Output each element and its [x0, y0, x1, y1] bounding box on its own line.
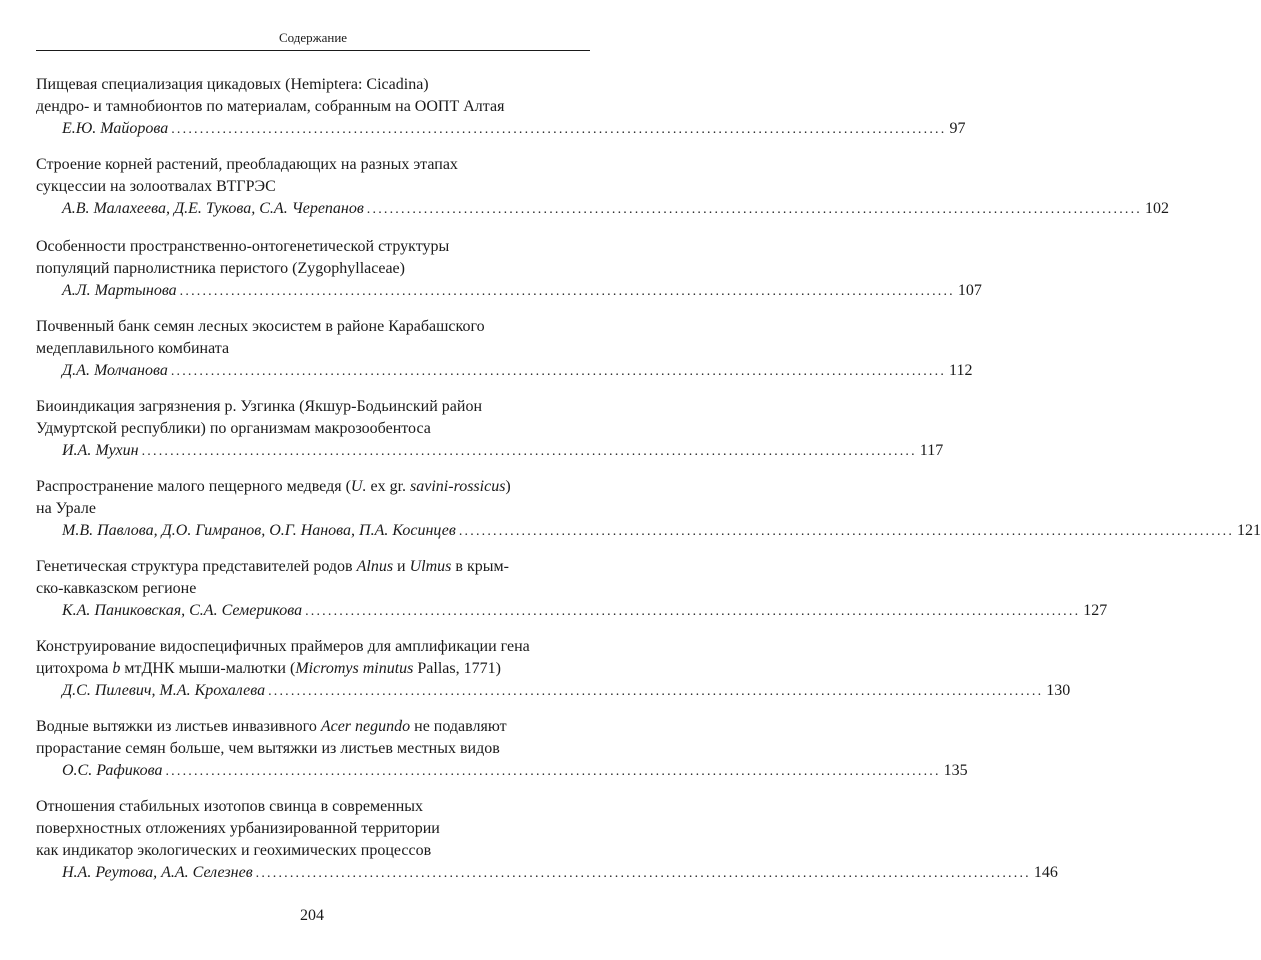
- entry-authors: М.В. Павлова, Д.О. Гимранов, О.Г. Нанова, П.А. Косинцев: [62, 522, 456, 539]
- entry-title-line: Почвенный банк семян лесных экосистем в районе Карабашского: [36, 318, 485, 335]
- title-text: Конструирование видоспецифичных праймеров для амплификации гена: [36, 638, 530, 655]
- entry-title-line: популяций парнолистника перистого (Zygophyllaceae): [36, 260, 405, 277]
- page-number: 204: [300, 907, 324, 924]
- dot-leader: ........................................................................................................................................: [141, 444, 917, 459]
- entry-page[interactable]: 127: [1083, 602, 1108, 619]
- entry-author-line: [62, 440, 944, 463]
- toc-entry: [36, 154, 1169, 221]
- entry-title-line: медеплавильного комбината: [36, 340, 230, 357]
- toc-entry: [36, 796, 1058, 885]
- toc-entry: [36, 74, 966, 141]
- entry-authors: А.Л. Мартынова: [62, 282, 177, 299]
- dot-leader: ........................................................................................................................................: [171, 122, 947, 137]
- header-rule: [36, 50, 590, 51]
- entry-title-line: [36, 716, 590, 738]
- toc-entry: [36, 236, 982, 303]
- entry-title-line: Строение корней растений, преобладающих на разных этапах: [36, 156, 458, 173]
- entry-title-line: Биоиндикация загрязнения р. Узгинка (Якшур-Бодьинский район: [36, 398, 483, 415]
- entry-authors: И.А. Мухин: [62, 442, 139, 459]
- title-text: ex gr.: [366, 478, 411, 495]
- title-text: Водные вытяжки из листьев инвазивного: [36, 718, 321, 735]
- entry-title-line: Пищевая специализация цикадовых (Hemiptera: Cicadina): [36, 76, 429, 93]
- entry-title-line: дендро- и тамнобионтов по материалам, собранным на ООПТ Алтая: [36, 98, 505, 115]
- dot-leader: ........................................................................................................................................: [170, 364, 947, 379]
- gene-symbol: b: [112, 660, 121, 677]
- title-text: ско-кавказском регионе: [36, 580, 197, 597]
- dot-leader: ........................................................................................................................................: [305, 604, 1081, 619]
- toc-entry: [36, 476, 1261, 543]
- entry-authors: Е.Ю. Майорова: [62, 120, 169, 137]
- entry-title-line: [36, 556, 590, 578]
- running-header: Содержание: [278, 30, 348, 45]
- entry-author-line: [62, 360, 973, 383]
- entry-title-line: Удмуртской республики) по организмам макрозообентоса: [36, 420, 431, 437]
- entry-page[interactable]: 107: [957, 282, 982, 299]
- entry-page[interactable]: 130: [1046, 682, 1071, 699]
- taxon-name: Alnus: [356, 558, 394, 575]
- title-text: в крым-: [451, 558, 509, 575]
- entry-page[interactable]: 112: [949, 362, 973, 379]
- taxon-name: Ulmus: [409, 558, 452, 575]
- toc-entry: [36, 556, 1108, 623]
- dot-leader: ........................................................................................................................................: [268, 684, 1044, 699]
- entry-authors: К.А. Паниковская, С.А. Семерикова: [62, 602, 303, 619]
- taxon-name: Acer negundo: [320, 718, 411, 735]
- toc-entry: [36, 396, 944, 463]
- title-text: на Урале: [36, 500, 96, 517]
- dot-leader: ........................................................................................................................................: [165, 764, 941, 779]
- taxon-name: savini-rossicus: [410, 478, 506, 495]
- entry-title-line: [36, 636, 590, 658]
- entry-author-line: [62, 600, 1108, 623]
- entry-title-line: [36, 578, 590, 600]
- title-text: не подавляют: [410, 718, 507, 735]
- title-text: Генетическая структура представителей родов: [36, 558, 357, 575]
- entry-page[interactable]: 146: [1033, 864, 1058, 881]
- entry-authors: Д.А. Молчанова: [62, 362, 168, 379]
- dot-leader: ........................................................................................................................................: [179, 284, 955, 299]
- taxon-name: Micromys minutus: [295, 660, 414, 677]
- entry-title-line: как индикатор экологических и геохимических процессов: [36, 842, 432, 859]
- taxon-name: U.: [350, 478, 367, 495]
- entry-author-line: [62, 862, 1058, 885]
- entry-title-line: [36, 738, 590, 760]
- entry-authors: Д.С. Пилевич, М.А. Крохалева: [62, 682, 266, 699]
- dot-leader: ........................................................................................................................................: [458, 524, 1235, 539]
- entry-title-line: [36, 476, 590, 498]
- title-text: цитохрома: [36, 660, 113, 677]
- toc-entry: [36, 716, 968, 783]
- entry-authors: О.С. Рафикова: [62, 762, 163, 779]
- entry-authors: Н.А. Реутова, А.А. Селезнев: [62, 864, 253, 881]
- entry-author-line: [62, 680, 1071, 703]
- entry-page[interactable]: 97: [949, 120, 966, 137]
- entry-author-line: [62, 520, 1261, 543]
- toc-entry: [36, 636, 1071, 703]
- entry-title-line: Отношения стабильных изотопов свинца в современных: [36, 798, 424, 815]
- entry-title-line: поверхностных отложениях урбанизированной территории: [36, 820, 440, 837]
- dot-leader: ........................................................................................................................................: [366, 202, 1142, 217]
- entry-page[interactable]: 102: [1145, 200, 1169, 217]
- entry-author-line: [62, 760, 968, 783]
- entry-title-line: [36, 498, 590, 520]
- dot-leader: ........................................................................................................................................: [255, 866, 1031, 881]
- entry-title-line: Особенности пространственно-онтогенетической структуры: [36, 238, 450, 255]
- toc-entry: [36, 316, 973, 383]
- title-text: ): [505, 478, 511, 495]
- entry-title-line: сукцессии на золоотвалах ВТГРЭС: [36, 178, 276, 195]
- title-text: и: [393, 558, 410, 575]
- entry-author-line: [62, 198, 1169, 221]
- entry-page[interactable]: 135: [943, 762, 968, 779]
- entry-author-line: [62, 280, 982, 303]
- entry-page[interactable]: 117: [919, 442, 944, 459]
- title-text: прорастание семян больше, чем вытяжки из листьев местных видов: [36, 740, 500, 757]
- title-text: мтДНК мыши-малютки (: [120, 660, 296, 677]
- entry-author-line: [62, 118, 966, 141]
- entry-title-line: [36, 658, 590, 680]
- title-text: Распространение малого пещерного медведя (: [36, 478, 351, 495]
- entry-page[interactable]: 121: [1237, 522, 1261, 539]
- entry-authors: А.В. Малахеева, Д.Е. Тукова, С.А. Черепанов: [62, 200, 364, 217]
- title-text: Pallas, 1771): [413, 660, 501, 677]
